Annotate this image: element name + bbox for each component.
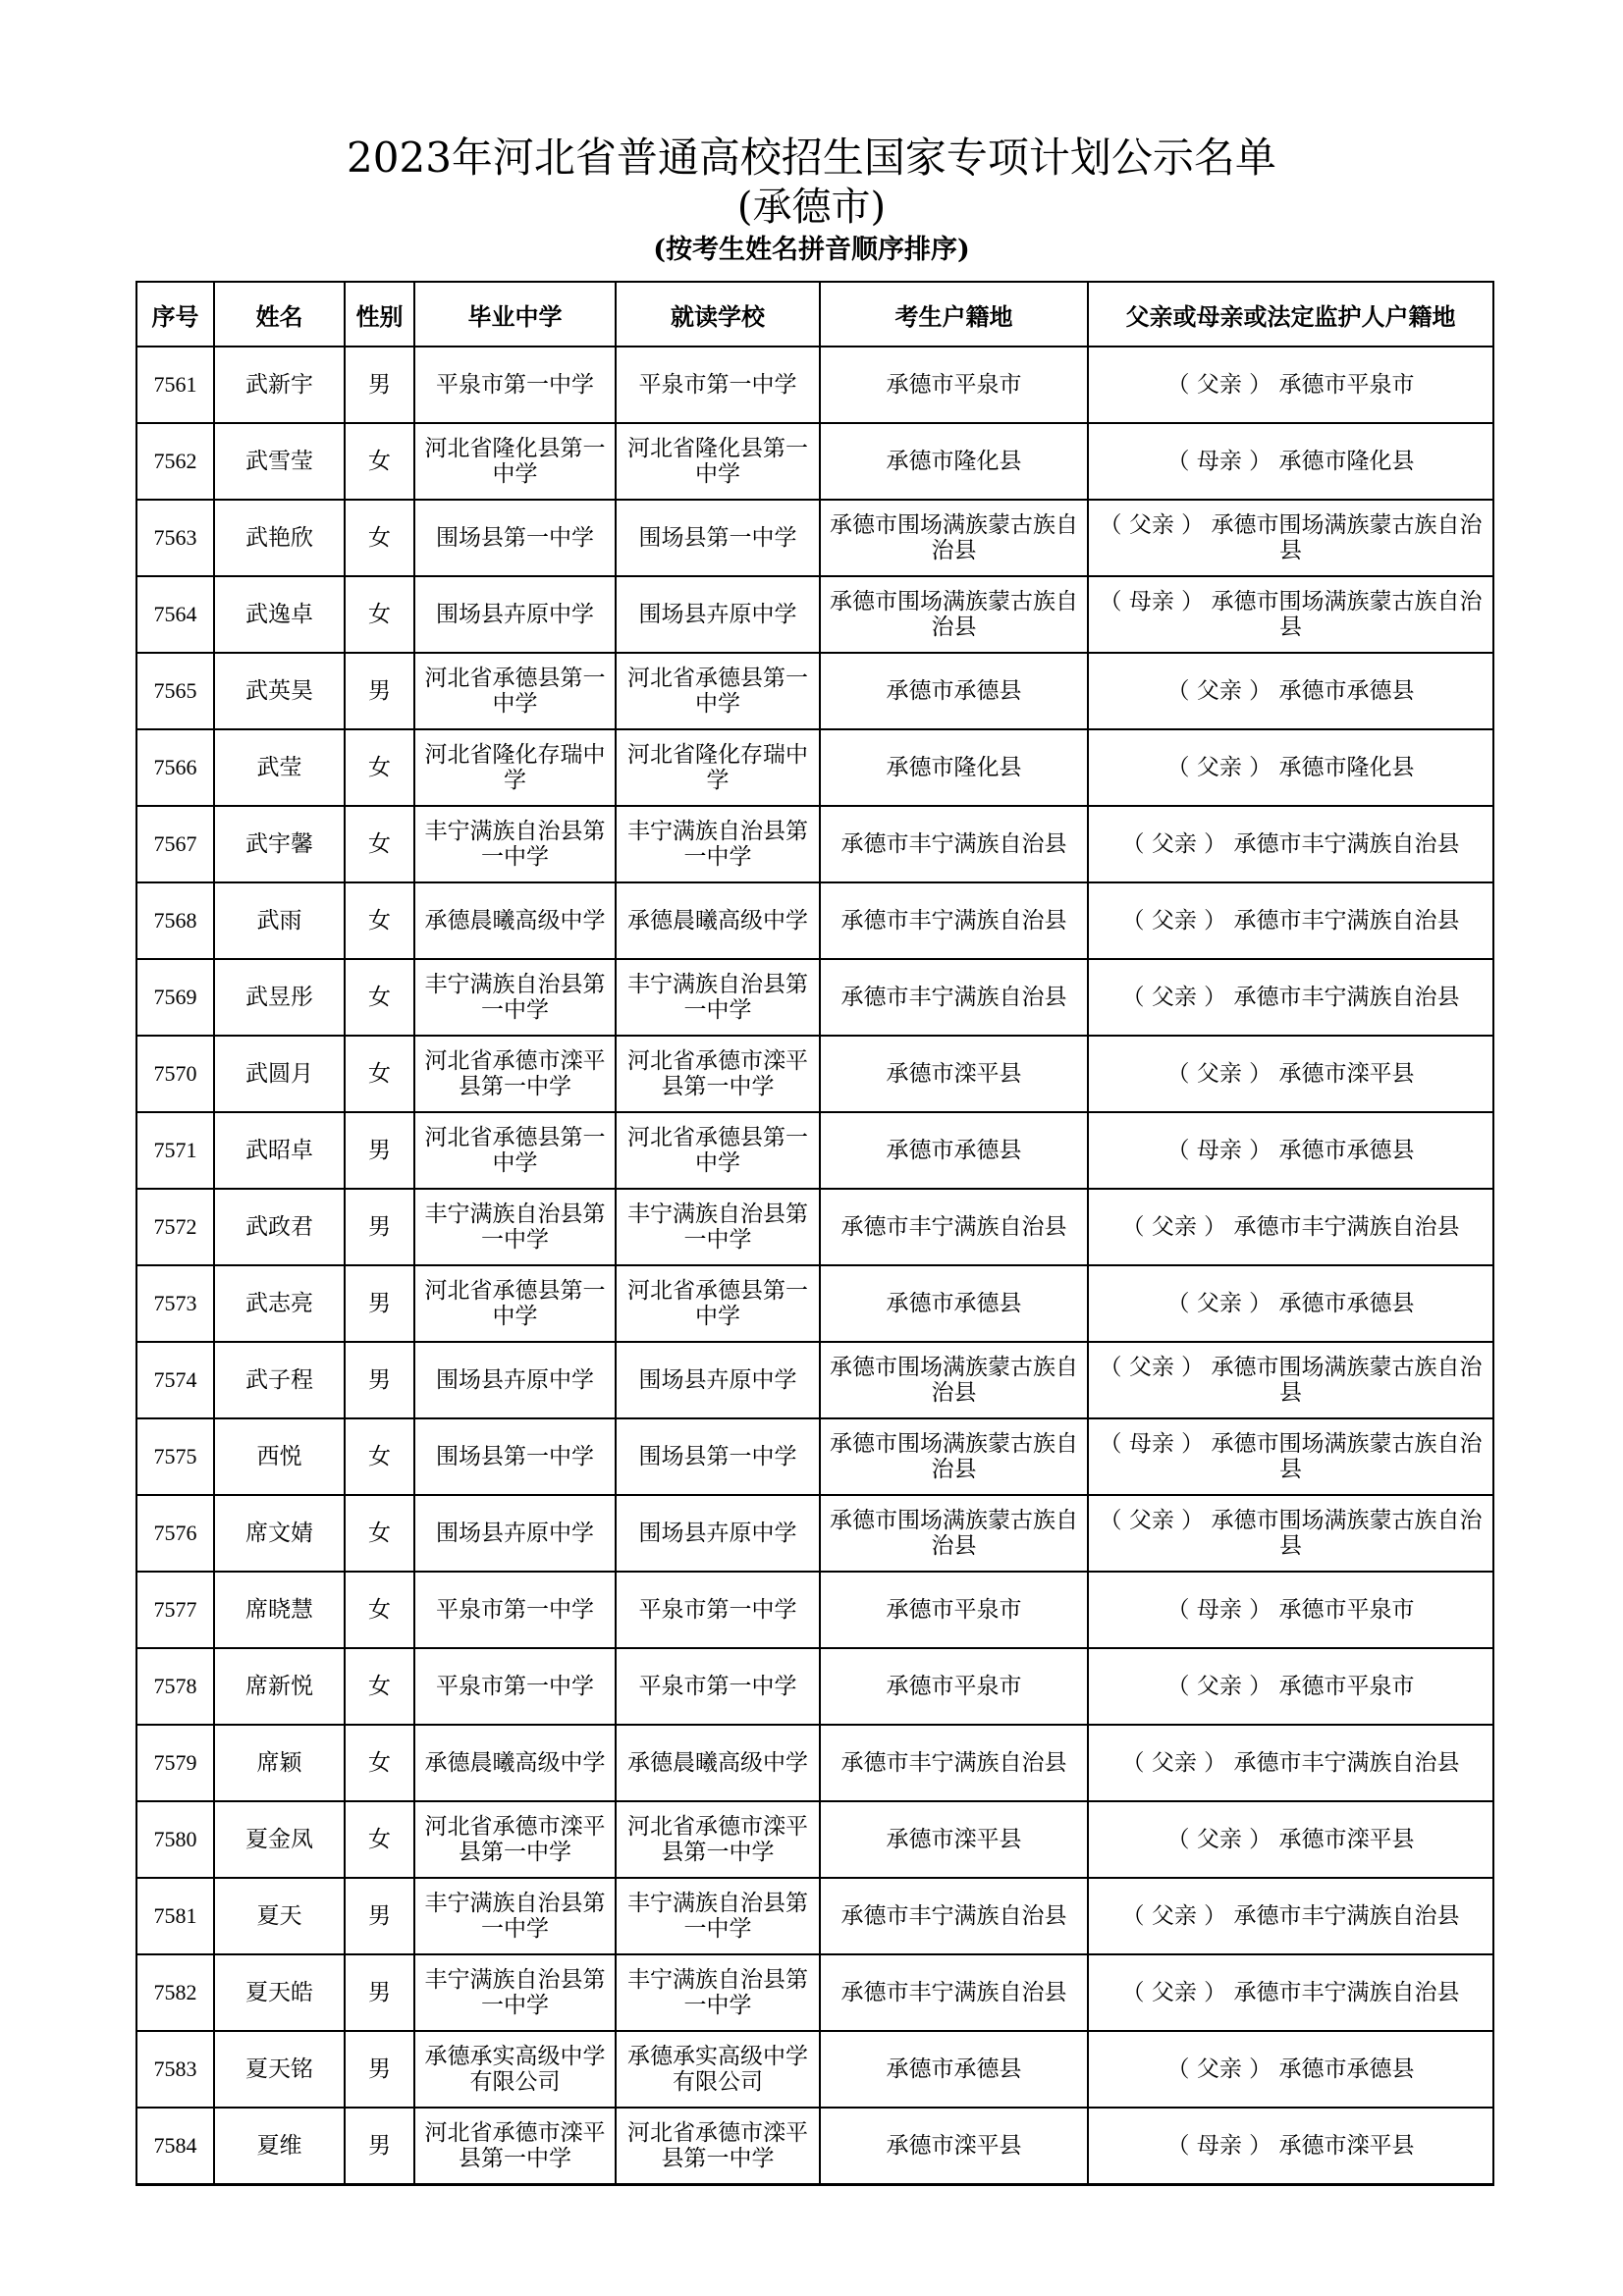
header-gender: 性别	[345, 282, 414, 347]
cell-hukou: 承德市围场满族蒙古族自治县	[820, 1418, 1088, 1495]
cell-cur-school: 围场县卉原中学	[616, 1495, 820, 1572]
cell-hukou: 承德市丰宁满族自治县	[820, 806, 1088, 882]
cell-guardian: （ 父亲 ） 承德市围场满族蒙古族自治县	[1088, 1495, 1493, 1572]
cell-name: 武雨	[214, 882, 345, 959]
cell-seq: 7576	[136, 1495, 214, 1572]
cell-gender: 女	[345, 959, 414, 1036]
cell-name: 夏维	[214, 2108, 345, 2185]
cell-gender: 男	[345, 2031, 414, 2108]
cell-hukou: 承德市滦平县	[820, 2108, 1088, 2185]
cell-name: 夏天	[214, 1878, 345, 1954]
cell-seq: 7569	[136, 959, 214, 1036]
cell-guardian: （ 母亲 ） 承德市承德县	[1088, 1112, 1493, 1189]
cell-grad-school: 承德晨曦高级中学	[414, 1725, 616, 1801]
cell-grad-school: 丰宁满族自治县第一中学	[414, 1878, 616, 1954]
cell-gender: 女	[345, 1572, 414, 1648]
cell-hukou: 承德市平泉市	[820, 1648, 1088, 1725]
table-row	[136, 576, 1493, 653]
cell-cur-school: 丰宁满族自治县第一中学	[616, 1189, 820, 1265]
cell-guardian: （ 父亲 ） 承德市丰宁满族自治县	[1088, 959, 1493, 1036]
cell-seq: 7574	[136, 1342, 214, 1418]
cell-grad-school: 河北省承德市滦平县第一中学	[414, 2108, 616, 2185]
cell-gender: 男	[345, 347, 414, 423]
cell-seq: 7568	[136, 882, 214, 959]
cell-seq: 7580	[136, 1801, 214, 1878]
cell-guardian: （ 母亲 ） 承德市隆化县	[1088, 423, 1493, 500]
header-seq: 序号	[136, 282, 214, 347]
cell-gender: 男	[345, 1342, 414, 1418]
cell-seq: 7578	[136, 1648, 214, 1725]
cell-gender: 女	[345, 423, 414, 500]
cell-hukou: 承德市围场满族蒙古族自治县	[820, 500, 1088, 576]
cell-gender: 女	[345, 1036, 414, 1112]
cell-hukou: 承德市丰宁满族自治县	[820, 1189, 1088, 1265]
cell-cur-school: 平泉市第一中学	[616, 347, 820, 423]
cell-hukou: 承德市滦平县	[820, 1801, 1088, 1878]
cell-name: 夏天铭	[214, 2031, 345, 2108]
cell-grad-school: 河北省隆化县第一中学	[414, 423, 616, 500]
cell-guardian: （ 父亲 ） 承德市滦平县	[1088, 1036, 1493, 1112]
cell-gender: 女	[345, 729, 414, 806]
page-subtitle: (承德市)	[736, 185, 887, 230]
table-row	[136, 1725, 1493, 1801]
cell-guardian: （ 父亲 ） 承德市丰宁满族自治县	[1088, 1878, 1493, 1954]
cell-gender: 女	[345, 806, 414, 882]
cell-grad-school: 河北省承德县第一中学	[414, 653, 616, 729]
cell-grad-school: 围场县第一中学	[414, 1418, 616, 1495]
cell-hukou: 承德市丰宁满族自治县	[820, 1878, 1088, 1954]
table-row	[136, 1342, 1493, 1418]
cell-gender: 女	[345, 1725, 414, 1801]
cell-grad-school: 平泉市第一中学	[414, 1648, 616, 1725]
cell-cur-school: 河北省承德县第一中学	[616, 1112, 820, 1189]
cell-hukou: 承德市承德县	[820, 1112, 1088, 1189]
cell-cur-school: 河北省承德市滦平县第一中学	[616, 1801, 820, 1878]
table-row	[136, 1878, 1493, 1954]
cell-grad-school: 围场县第一中学	[414, 500, 616, 576]
table-row	[136, 2108, 1493, 2185]
cell-seq: 7575	[136, 1418, 214, 1495]
cell-gender: 女	[345, 1801, 414, 1878]
cell-name: 席晓慧	[214, 1572, 345, 1648]
cell-gender: 男	[345, 653, 414, 729]
cell-guardian: （ 父亲 ） 承德市承德县	[1088, 1265, 1493, 1342]
cell-seq: 7561	[136, 347, 214, 423]
cell-seq: 7571	[136, 1112, 214, 1189]
cell-grad-school: 丰宁满族自治县第一中学	[414, 959, 616, 1036]
cell-name: 武昭卓	[214, 1112, 345, 1189]
title-block	[0, 133, 1623, 268]
header-hukou: 考生户籍地	[820, 282, 1088, 347]
cell-gender: 男	[345, 1954, 414, 2031]
table-row	[136, 1648, 1493, 1725]
cell-cur-school: 河北省承德县第一中学	[616, 1265, 820, 1342]
cell-grad-school: 围场县卉原中学	[414, 1495, 616, 1572]
cell-name: 武逸卓	[214, 576, 345, 653]
cell-hukou: 承德市承德县	[820, 1265, 1088, 1342]
cell-grad-school: 河北省承德市滦平县第一中学	[414, 1801, 616, 1878]
cell-seq: 7583	[136, 2031, 214, 2108]
cell-gender: 女	[345, 1495, 414, 1572]
cell-guardian: （ 父亲 ） 承德市围场满族蒙古族自治县	[1088, 1342, 1493, 1418]
cell-gender: 男	[345, 1189, 414, 1265]
cell-grad-school: 河北省承德县第一中学	[414, 1112, 616, 1189]
cell-hukou: 承德市滦平县	[820, 1036, 1088, 1112]
table-row	[136, 347, 1493, 423]
table-row	[136, 806, 1493, 882]
cell-cur-school: 围场县第一中学	[616, 1418, 820, 1495]
cell-cur-school: 承德晨曦高级中学	[616, 1725, 820, 1801]
cell-guardian: （ 父亲 ） 承德市丰宁满族自治县	[1088, 806, 1493, 882]
header-guardian: 父亲或母亲或法定监护人户籍地	[1088, 282, 1493, 347]
cell-gender: 男	[345, 1265, 414, 1342]
table-row	[136, 1801, 1493, 1878]
cell-cur-school: 承德承实高级中学有限公司	[616, 2031, 820, 2108]
cell-hukou: 承德市围场满族蒙古族自治县	[820, 576, 1088, 653]
cell-guardian: （ 父亲 ） 承德市围场满族蒙古族自治县	[1088, 500, 1493, 576]
cell-cur-school: 围场县卉原中学	[616, 576, 820, 653]
cell-name: 武子程	[214, 1342, 345, 1418]
cell-name: 夏天皓	[214, 1954, 345, 2031]
cell-guardian: （ 父亲 ） 承德市丰宁满族自治县	[1088, 1725, 1493, 1801]
cell-gender: 男	[345, 1878, 414, 1954]
cell-hukou: 承德市围场满族蒙古族自治县	[820, 1342, 1088, 1418]
cell-guardian: （ 父亲 ） 承德市滦平县	[1088, 1801, 1493, 1878]
cell-hukou: 承德市承德县	[820, 2031, 1088, 2108]
cell-name: 武志亮	[214, 1265, 345, 1342]
cell-seq: 7562	[136, 423, 214, 500]
cell-grad-school: 丰宁满族自治县第一中学	[414, 806, 616, 882]
cell-cur-school: 承德晨曦高级中学	[616, 882, 820, 959]
cell-cur-school: 平泉市第一中学	[616, 1572, 820, 1648]
cell-cur-school: 围场县卉原中学	[616, 1342, 820, 1418]
cell-seq: 7584	[136, 2108, 214, 2185]
cell-gender: 男	[345, 2108, 414, 2185]
cell-grad-school: 平泉市第一中学	[414, 1572, 616, 1648]
roster-table	[135, 281, 1494, 2186]
cell-seq: 7577	[136, 1572, 214, 1648]
cell-guardian: （ 父亲 ） 承德市丰宁满族自治县	[1088, 882, 1493, 959]
cell-grad-school: 河北省承德县第一中学	[414, 1265, 616, 1342]
cell-seq: 7573	[136, 1265, 214, 1342]
cell-hukou: 承德市承德县	[820, 653, 1088, 729]
cell-name: 武圆月	[214, 1036, 345, 1112]
cell-name: 武英昊	[214, 653, 345, 729]
header-grad-school: 毕业中学	[414, 282, 616, 347]
cell-seq: 7566	[136, 729, 214, 806]
cell-grad-school: 河北省隆化存瑞中学	[414, 729, 616, 806]
cell-name: 武宇馨	[214, 806, 345, 882]
cell-cur-school: 河北省隆化存瑞中学	[616, 729, 820, 806]
cell-gender: 女	[345, 1418, 414, 1495]
cell-name: 席文婧	[214, 1495, 345, 1572]
table-row	[136, 500, 1493, 576]
cell-seq: 7565	[136, 653, 214, 729]
cell-name: 武昱彤	[214, 959, 345, 1036]
cell-seq: 7564	[136, 576, 214, 653]
cell-name: 席新悦	[214, 1648, 345, 1725]
cell-cur-school: 河北省隆化县第一中学	[616, 423, 820, 500]
cell-name: 夏金凤	[214, 1801, 345, 1878]
cell-seq: 7567	[136, 806, 214, 882]
page-title: 2023年河北省普通高校招生国家专项计划公示名单	[347, 133, 1276, 182]
table-row	[136, 1265, 1493, 1342]
cell-hukou: 承德市隆化县	[820, 423, 1088, 500]
cell-guardian: （ 父亲 ） 承德市平泉市	[1088, 347, 1493, 423]
cell-gender: 女	[345, 576, 414, 653]
table-row	[136, 882, 1493, 959]
cell-hukou: 承德市丰宁满族自治县	[820, 882, 1088, 959]
cell-guardian: （ 父亲 ） 承德市丰宁满族自治县	[1088, 1189, 1493, 1265]
table-row	[136, 1418, 1493, 1495]
table-row	[136, 1572, 1493, 1648]
cell-grad-school: 河北省承德市滦平县第一中学	[414, 1036, 616, 1112]
cell-name: 武政君	[214, 1189, 345, 1265]
cell-cur-school: 丰宁满族自治县第一中学	[616, 1878, 820, 1954]
cell-hukou: 承德市隆化县	[820, 729, 1088, 806]
cell-guardian: （ 父亲 ） 承德市平泉市	[1088, 1648, 1493, 1725]
table-row	[136, 729, 1493, 806]
cell-seq: 7563	[136, 500, 214, 576]
cell-guardian: （ 母亲 ） 承德市围场满族蒙古族自治县	[1088, 576, 1493, 653]
cell-hukou: 承德市围场满族蒙古族自治县	[820, 1495, 1088, 1572]
cell-guardian: （ 母亲 ） 承德市滦平县	[1088, 2108, 1493, 2185]
table-row	[136, 423, 1493, 500]
cell-seq: 7572	[136, 1189, 214, 1265]
cell-hukou: 承德市平泉市	[820, 1572, 1088, 1648]
cell-guardian: （ 父亲 ） 承德市丰宁满族自治县	[1088, 1954, 1493, 2031]
cell-cur-school: 丰宁满族自治县第一中学	[616, 806, 820, 882]
header-cur-school: 就读学校	[616, 282, 820, 347]
cell-grad-school: 丰宁满族自治县第一中学	[414, 1954, 616, 2031]
cell-hukou: 承德市丰宁满族自治县	[820, 1725, 1088, 1801]
cell-name: 席颖	[214, 1725, 345, 1801]
cell-seq: 7582	[136, 1954, 214, 2031]
header-name: 姓名	[214, 282, 345, 347]
cell-name: 西悦	[214, 1418, 345, 1495]
cell-grad-school: 平泉市第一中学	[414, 347, 616, 423]
roster-body	[136, 347, 1493, 2185]
cell-guardian: （ 母亲 ） 承德市平泉市	[1088, 1572, 1493, 1648]
cell-guardian: （ 父亲 ） 承德市隆化县	[1088, 729, 1493, 806]
table-row	[136, 2031, 1493, 2108]
cell-grad-school: 丰宁满族自治县第一中学	[414, 1189, 616, 1265]
cell-guardian: （ 父亲 ） 承德市承德县	[1088, 2031, 1493, 2108]
cell-grad-school: 围场县卉原中学	[414, 576, 616, 653]
cell-grad-school: 承德晨曦高级中学	[414, 882, 616, 959]
cell-grad-school: 承德承实高级中学有限公司	[414, 2031, 616, 2108]
cell-seq: 7570	[136, 1036, 214, 1112]
table-row	[136, 959, 1493, 1036]
cell-seq: 7581	[136, 1878, 214, 1954]
cell-gender: 女	[345, 882, 414, 959]
cell-cur-school: 平泉市第一中学	[616, 1648, 820, 1725]
cell-name: 武雪莹	[214, 423, 345, 500]
cell-hukou: 承德市丰宁满族自治县	[820, 1954, 1088, 2031]
cell-hukou: 承德市丰宁满族自治县	[820, 959, 1088, 1036]
cell-seq: 7579	[136, 1725, 214, 1801]
table-row	[136, 653, 1493, 729]
sort-note: (按考生姓名拼音顺序排序)	[653, 235, 970, 265]
table-row	[136, 1112, 1493, 1189]
cell-cur-school: 丰宁满族自治县第一中学	[616, 959, 820, 1036]
cell-gender: 女	[345, 500, 414, 576]
cell-name: 武艳欣	[214, 500, 345, 576]
cell-hukou: 承德市平泉市	[820, 347, 1088, 423]
cell-guardian: （ 父亲 ） 承德市承德县	[1088, 653, 1493, 729]
cell-grad-school: 围场县卉原中学	[414, 1342, 616, 1418]
cell-gender: 男	[345, 1112, 414, 1189]
cell-guardian: （ 母亲 ） 承德市围场满族蒙古族自治县	[1088, 1418, 1493, 1495]
cell-cur-school: 围场县第一中学	[616, 500, 820, 576]
table-row	[136, 1036, 1493, 1112]
header-row	[136, 282, 1493, 347]
cell-cur-school: 河北省承德市滦平县第一中学	[616, 1036, 820, 1112]
cell-cur-school: 河北省承德市滦平县第一中学	[616, 2108, 820, 2185]
table-row	[136, 1495, 1493, 1572]
cell-name: 武新宇	[214, 347, 345, 423]
cell-name: 武莹	[214, 729, 345, 806]
table-row	[136, 1189, 1493, 1265]
cell-gender: 女	[345, 1648, 414, 1725]
table-row	[136, 1954, 1493, 2031]
cell-cur-school: 丰宁满族自治县第一中学	[616, 1954, 820, 2031]
cell-cur-school: 河北省承德县第一中学	[616, 653, 820, 729]
